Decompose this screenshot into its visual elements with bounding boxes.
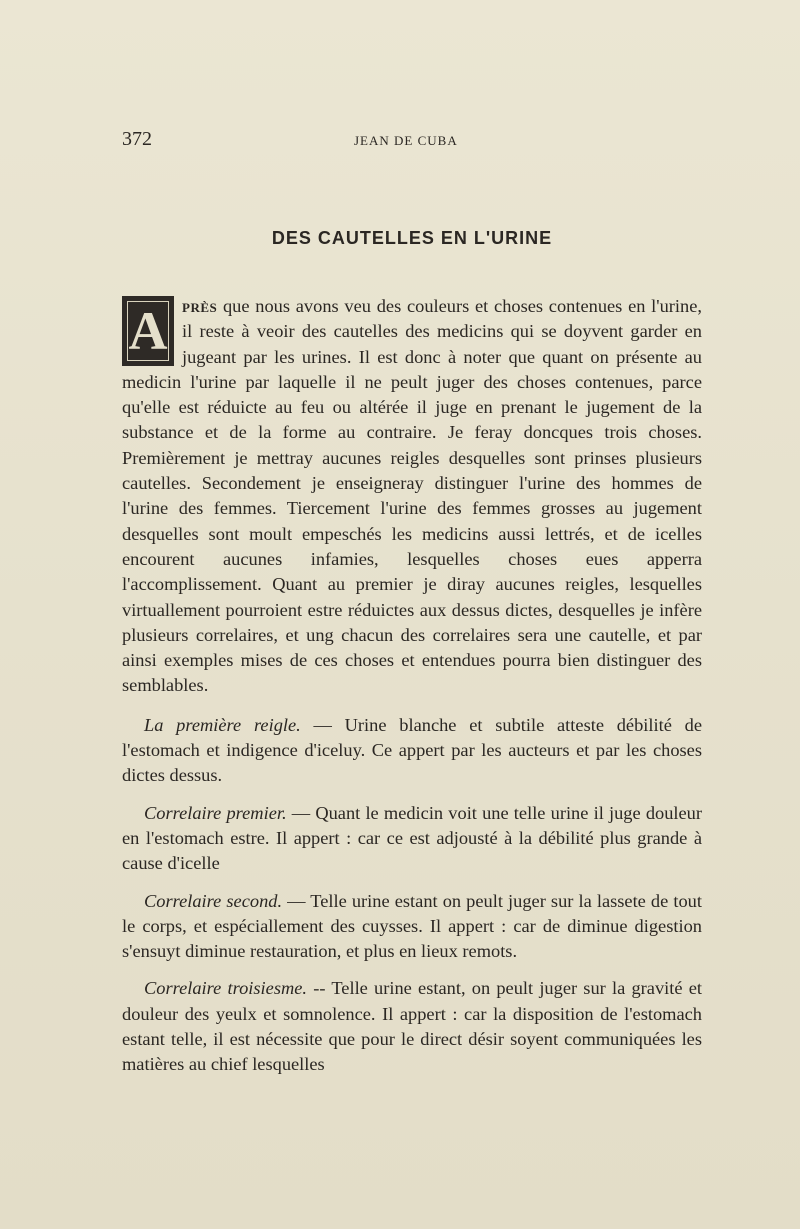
initial-letter: A	[128, 301, 168, 361]
running-head: JEAN DE CUBA	[354, 133, 458, 148]
corollary-3-lead: Correlaire troisiesme.	[144, 978, 308, 999]
page-header	[122, 128, 702, 158]
corollary-1-text: — Quant le medicin voit une telle urine il juge douleur en l'estomach estre. Il appert : car ce est adjousté à la débilité plus grande à cause d'icelle	[122, 802, 702, 874]
paragraph-corollary-2	[122, 889, 702, 965]
corollary-2-lead: Correlaire second.	[144, 890, 283, 911]
paragraph-corollary-1	[122, 801, 702, 877]
section-title: DES CAUTELLES EN L'URINE	[271, 228, 553, 248]
intro-smallcaps: près	[182, 296, 218, 316]
paragraph-rule-1	[122, 713, 702, 789]
rule-1-text: — Urine blanche et subtile atteste débilité de l'estomach et indigence d'iceluy. Ce appert par les aucteurs et par les choses dictes dessus.	[122, 714, 703, 786]
body-text	[122, 294, 702, 1078]
corollary-2-text: — Telle urine estant on peult juger sur la lassete de tout le corps, et espéciallement des cuysses. Il appert : car de diminue digestion s'ensuyt diminue restauration, et plus en lieux remots.	[122, 890, 702, 962]
page-number: 372	[122, 128, 152, 150]
paragraph-corollary-3	[122, 976, 702, 1077]
corollary-3-text: -- Telle urine estant, on peult juger sur la gravité et douleur des yeulx et somnolence. Il appert : car la disposition de l'estomach estant telle, il est nécessite que pour le direct désir soyent communiquées les matières au chief lesquelles	[122, 978, 703, 1075]
corollary-1-lead: Correlaire premier.	[144, 802, 287, 823]
ornamental-initial	[122, 296, 174, 366]
paragraph-intro	[122, 294, 702, 699]
rule-1-lead: La première reigle.	[144, 714, 301, 735]
intro-text: que nous avons veu des couleurs et choses contenues en l'urine, il reste à veoir des cautelles des medicins qui se doyvent garder en jugeant par les urines. Il est donc à noter que quant on présente au medicin l'urine par laquelle il ne peult juger des choses contenues, parce qu'elle est réduicte au feu ou altérée il juge en prenant le jugement de la substance et de la forme au contraire. Je feray doncques trois choses. Premièrement je mettray aucunes reigles desquelles sont prinses plusieurs cautelles. Secondement je enseigneray distinguer l'urine des hommes de l'urine des femmes. Tiercement l'urine des femmes grosses au jugement desquelles sont moult empeschés les medicins aussi lettrés, et de icelles encourent aucunes infamies, lesquelles choses eues apperra l'accomplissement. Quant au premier je diray aucunes reigles, lesquelles virtuallement pourroient estre réduictes aux dessus dictes, desquelles je infère plusieurs correlaires, et ung chacun des correlaires sera une cautelle, et par ainsi exemples mises de ces choses et entendues pourra bien distinguer des semblables.	[122, 296, 702, 696]
